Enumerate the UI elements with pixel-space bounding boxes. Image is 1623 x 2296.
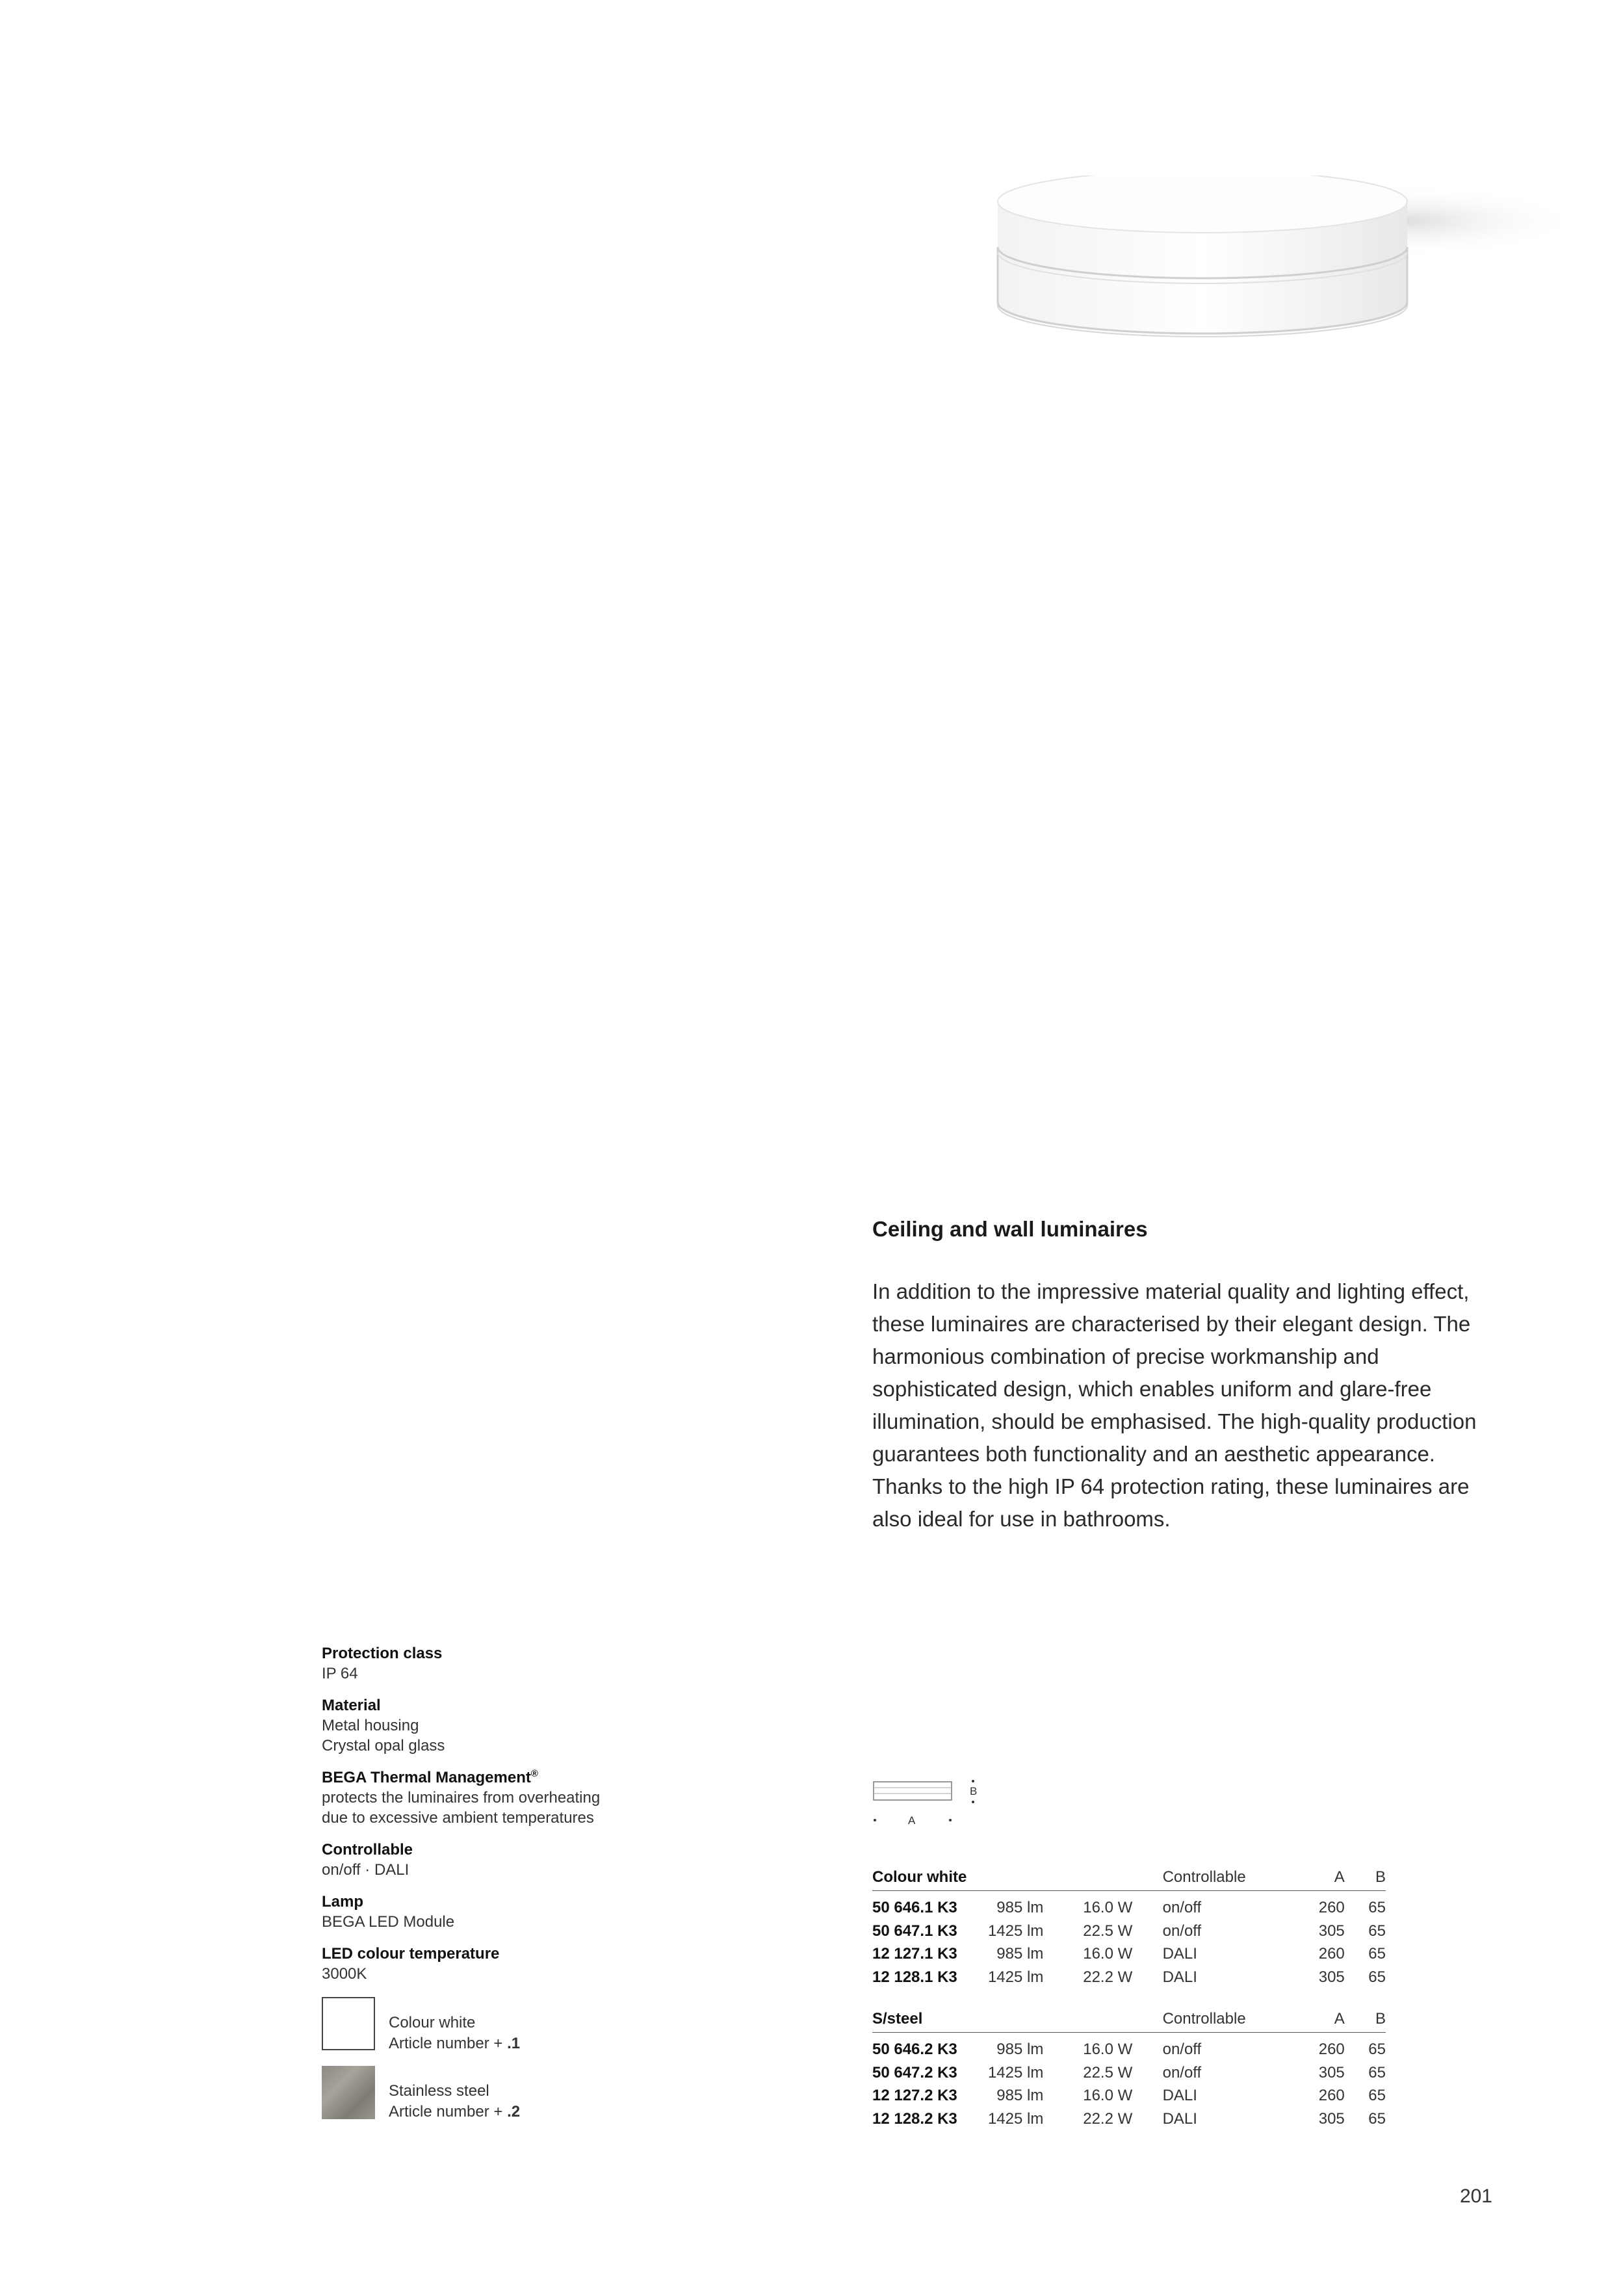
spec-label: Material [322,1697,381,1714]
column-header-controllable: Controllable [1163,1868,1304,1891]
spec-list [322,1643,686,1996]
spec-value: IP 64 [322,1665,358,1682]
spec-thermal-management [322,1768,686,1828]
spec-value: on/off · DALI [322,1861,409,1879]
spec-label: Controllable [322,1841,413,1859]
table-row: 50 647.2 K3 1425 lm 22.5 W on/off 305 65 [872,2063,1386,2081]
table-row: 12 128.1 K3 1425 lm 22.2 W DALI 305 65 [872,1968,1386,1986]
spec-value: BEGA LED Module [322,1913,455,1931]
spec-value: Metal housing [322,1717,419,1734]
finish-article: Article number + .2 [389,2103,521,2120]
finish-white-text [389,2013,520,2054]
spec-value: Crystal opal glass [322,1737,445,1755]
dimension-diagram [871,1778,981,1830]
spec-value: due to excessive ambient temperatures [322,1809,594,1827]
table-group-title: S/steel [872,2009,975,2033]
table-header-row [872,2009,1386,2033]
finish-name: Colour white [389,2014,476,2031]
spec-colour-temperature [322,1944,686,1984]
column-header-b: B [1345,2009,1386,2033]
spec-label: LED colour temperature [322,1945,500,1963]
spec-value: protects the luminaires from overheating [322,1789,601,1807]
dimension-label-a: A [908,1814,916,1827]
column-header-a: A [1304,1868,1345,1891]
spec-label: Protection class [322,1645,443,1662]
product-image [988,176,1579,345]
variant-table-white [872,1868,1386,1989]
column-header-b: B [1345,1868,1386,1891]
spec-label: Lamp [322,1893,364,1911]
table-row: 12 127.1 K3 985 lm 16.0 W DALI 260 65 [872,1945,1386,1963]
registered-mark: ® [530,1768,538,1779]
spec-lamp [322,1892,686,1932]
table-header-row [872,1868,1386,1891]
table-row: 50 646.2 K3 985 lm 16.0 W on/off 260 65 [872,2041,1386,2059]
spec-material [322,1695,686,1756]
table-row: 12 127.2 K3 985 lm 16.0 W DALI 260 65 [872,2087,1386,2105]
table-row: 50 646.1 K3 985 lm 16.0 W on/off 260 65 [872,1899,1386,1917]
table-row: 50 647.1 K3 1425 lm 22.5 W on/off 305 65 [872,1922,1386,1940]
section-heading: Ceiling and wall luminaires [872,1217,1148,1241]
finish-article: Article number + .1 [389,2035,521,2052]
spec-protection-class [322,1643,686,1684]
variant-table-steel [872,2009,1386,2130]
spec-controllable [322,1840,686,1880]
column-header-controllable: Controllable [1163,2009,1304,2033]
swatch-stainless-steel [322,2066,375,2119]
spec-label: BEGA Thermal Management® [322,1768,538,1786]
finish-name: Stainless steel [389,2082,489,2100]
table-group-title: Colour white [872,1868,975,1891]
finish-steel-text [389,2081,520,2122]
swatch-colour-white [322,1997,375,2050]
page-number: 201 [1459,2185,1492,2207]
column-header-a: A [1304,2009,1345,2033]
spec-value: 3000K [322,1965,367,1983]
table-row: 12 128.2 K3 1425 lm 22.2 W DALI 305 65 [872,2109,1386,2128]
intro-paragraph: In addition to the impressive material quality and lighting effect, these luminaires are characterised by their elegant design. The harmonious combination of precise workmanship and sophisticated design, which enables uniform and glare-free illumination, should be emphasised. The high-quality production guarantees both functionality and an aesthetic appearance. Thanks to the high IP 64 protection rating, these luminaires are also ideal for use in bathrooms. [872,1279,1477,1531]
dimension-label-b: B [970,1785,978,1797]
